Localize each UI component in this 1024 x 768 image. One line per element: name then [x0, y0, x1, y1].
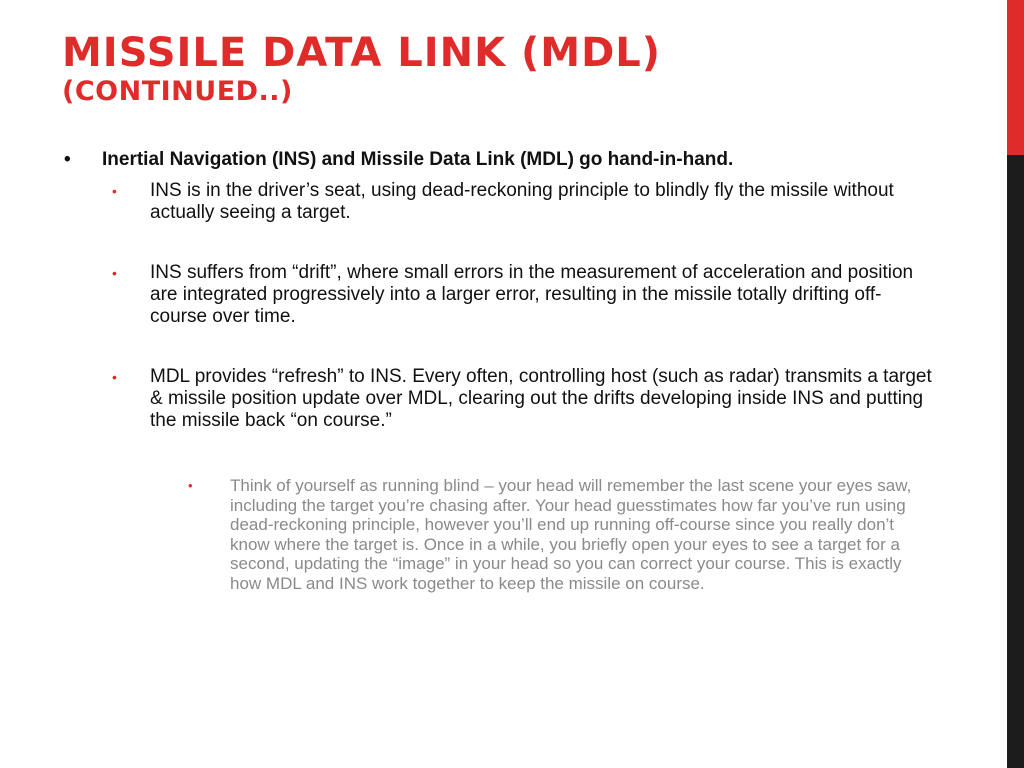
- slide-title: [62, 32, 962, 106]
- title-main: MISSILE DATA LINK (MDL): [62, 30, 662, 76]
- sub-point-ins-role: [110, 180, 932, 224]
- analogy-text: Think of yourself as running blind – your head will remember the last scene your eyes saw, including the target you’re chasing after. Your head guesstimates how far you’ve run using dead-reckoning principle, however you’ll end up running off-course since you really don’t know where the target is. Once in a while, you briefly open your eyes to see a target for a second, updating the “image” in your head so you can correct your course. This is exactly how MDL and INS work together to keep the missile on course.: [230, 476, 912, 593]
- sub-point-ins-drift: [110, 262, 932, 328]
- bullet-icon: •: [112, 369, 117, 385]
- bullet-icon: •: [112, 265, 117, 281]
- main-point: [62, 148, 932, 172]
- sub-point-mdl-refresh: [110, 366, 932, 432]
- bullet-icon: •: [64, 149, 71, 170]
- sub-point-text: INS suffers from “drift”, where small errors in the measurement of acceleration and position are integrated progressively into a larger error, resulting in the missile totally drifting off-course over time.: [150, 262, 914, 327]
- main-point-text: Inertial Navigation (INS) and Missile Data Link (MDL) go hand-in-hand.: [102, 149, 734, 170]
- bullet-icon: •: [112, 183, 117, 199]
- accent-bar-red: [1007, 0, 1024, 155]
- sub-point-text: INS is in the driver’s seat, using dead-reckoning principle to blindly fly the missile without actually seeing a target.: [150, 180, 894, 223]
- bullet-icon: •: [188, 478, 193, 493]
- accent-bar-dark: [1007, 155, 1024, 768]
- title-continued: (CONTINUED..): [62, 76, 293, 107]
- slide-content: [62, 148, 932, 593]
- analogy-point: [186, 476, 926, 593]
- sub-point-text: MDL provides “refresh” to INS. Every often, controlling host (such as radar) transmits a target & missile position update over MDL, clearing out the drifts developing inside INS and putting the missile back “on course.”: [150, 366, 932, 431]
